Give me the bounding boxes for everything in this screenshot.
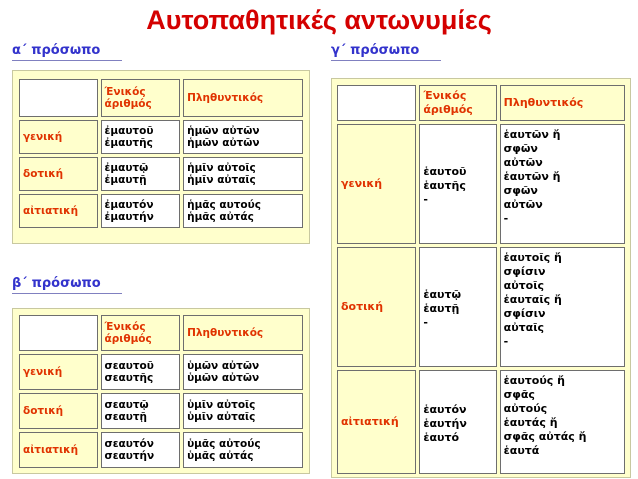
section-label-third xyxy=(331,43,441,58)
table-row xyxy=(337,247,625,367)
header-row xyxy=(337,85,625,121)
singular-forms: ἑαυτόν ἑαυτήν ἑαυτό xyxy=(419,370,496,474)
singular-forms: ἑαυτῷ ἑαυτῇ - xyxy=(419,247,496,367)
singular-forms: ἑαυτοῦ ἑαυτῆς - xyxy=(419,124,496,244)
table-row xyxy=(19,354,303,390)
plural-forms: ἡμῶν αὐτῶν ἡμῶν αὐτῶν xyxy=(183,120,303,154)
header-plural: Πληθυντικός xyxy=(183,315,303,351)
section-label-second xyxy=(12,276,122,291)
table-row xyxy=(19,194,303,228)
case-label: δοτική xyxy=(19,393,98,429)
plural-forms: ὑμῶν αὐτῶν ὑμῶν αὐτῶν xyxy=(183,354,303,390)
section-second-text: β΄ πρόσωπο xyxy=(12,276,101,291)
section-first-text: α΄ πρόσωπο xyxy=(12,43,101,58)
case-label: αἰτιατική xyxy=(19,194,98,228)
table-second-person xyxy=(16,312,306,471)
plural-forms: ἡμῖν αὐτοῖς ἡμῖν αὐταῖς xyxy=(183,157,303,191)
corner-cell xyxy=(337,85,416,121)
singular-forms: ἐμαυτοῦ ἐμαυτῆς xyxy=(101,120,181,154)
table-row xyxy=(337,370,625,474)
header-plural: Πληθυντικός xyxy=(183,79,303,117)
singular-forms: ἐμαυτῷ ἐμαυτῇ xyxy=(101,157,181,191)
case-label: δοτική xyxy=(337,247,416,367)
case-label: αἰτιατική xyxy=(19,432,98,468)
section-first-underline xyxy=(12,60,122,61)
table-row xyxy=(337,124,625,244)
header-plural: Πληθυντικός xyxy=(500,85,625,121)
section-label-first xyxy=(12,43,122,58)
singular-forms: σεαυτόν σεαυτήν xyxy=(101,432,181,468)
singular-forms: σεαυτῷ σεαυτῇ xyxy=(101,393,181,429)
header-singular: Ένικός άριθμός xyxy=(101,315,181,351)
plural-forms: ἡμᾶς αυτούς ἡμᾶς αὐτάς xyxy=(183,194,303,228)
corner-cell xyxy=(19,315,98,351)
singular-forms: ἐμαυτόν ἐμαυτήν xyxy=(101,194,181,228)
section-third-underline xyxy=(331,60,441,61)
header-row xyxy=(19,79,303,117)
plural-forms: ἑαυτοῖς ἤ σφίσιν αὐτοῖς ἑαυταῖς ἤ σφίσιν αὐταῖς - xyxy=(500,247,625,367)
table-row xyxy=(19,393,303,429)
case-label: γενική xyxy=(337,124,416,244)
section-third-text: γ΄ πρόσωπο xyxy=(331,43,420,58)
section-second-underline xyxy=(12,293,122,294)
singular-forms: σεαυτοῦ σεαυτῆς xyxy=(101,354,181,390)
case-label: γενική xyxy=(19,120,98,154)
plural-forms: ὑμᾶς αὐτούς ὑμᾶς αὐτάς xyxy=(183,432,303,468)
plural-forms: ὑμῖν αὐτοῖς ὑμῖν αὐταῖς xyxy=(183,393,303,429)
table-row xyxy=(19,157,303,191)
case-label: γενική xyxy=(19,354,98,390)
header-singular: Ένικός άριθμός xyxy=(101,79,181,117)
slide-title: Αυτοπαθητικές αντωνυμίες xyxy=(146,5,492,35)
plural-forms: ἑαυτούς ἤ σφᾶς αὐτούς ἑαυτάς ἤ σφᾶς αὐτάς ἤ ἑαυτά xyxy=(500,370,625,474)
table-third-person xyxy=(334,82,628,477)
case-label: αἰτιατική xyxy=(337,370,416,474)
case-label: δοτική xyxy=(19,157,98,191)
table-row xyxy=(19,120,303,154)
corner-cell xyxy=(19,79,98,117)
header-singular: Ένικός άριθμός xyxy=(419,85,496,121)
table-first-person xyxy=(16,76,306,231)
header-row xyxy=(19,315,303,351)
table-row xyxy=(19,432,303,468)
plural-forms: ἑαυτῶν ἤ σφῶν αὐτῶν ἑαυτῶν ἤ σφῶν αὐτῶν - xyxy=(500,124,625,244)
